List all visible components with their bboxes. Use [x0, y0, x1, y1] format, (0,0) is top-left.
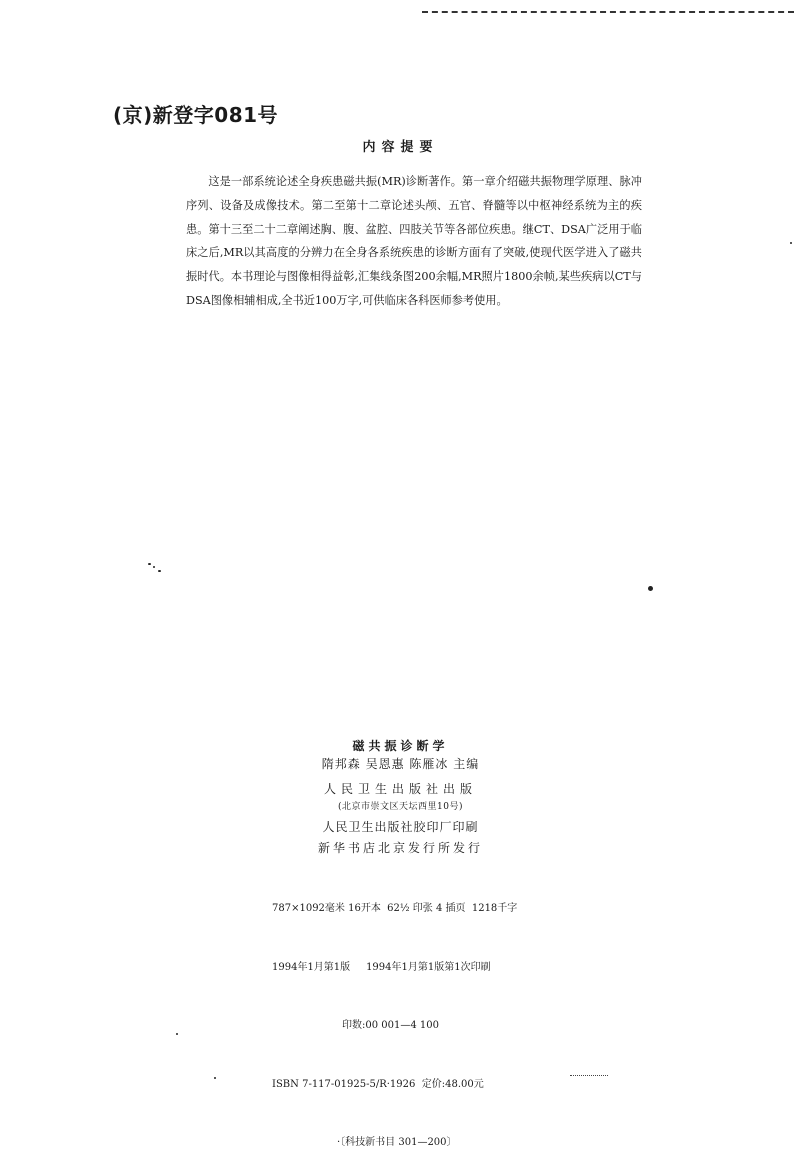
editors-line: 隋邦森 吴恩惠 陈雁冰 主编 [321, 757, 480, 771]
scan-speck [648, 586, 653, 591]
edition-line: 1994年1月第1版 1994年1月第1版第1次印刷 [272, 961, 491, 973]
publisher-address: (北京市崇文区天坛西里10号) [338, 802, 463, 812]
registration-number: (京)新登字081号 [113, 103, 279, 127]
scan-smudge [570, 1075, 608, 1080]
scan-speck [790, 242, 792, 244]
isbn-line: ISBN 7-117-01925-5/R·1926 定价:48.00元 [272, 1078, 484, 1090]
scan-speck [158, 570, 161, 572]
scan-speck [153, 566, 155, 568]
scan-speck [176, 1033, 178, 1035]
catalog-line: ·〔科技新书目 301—200〕 [337, 1137, 457, 1148]
summary-paragraph: 这是一部系统论述全身疾患磁共振(MR)诊断著作。第一章介绍磁共振物理学原理、脉冲序列、设备及成像技术。第二至第十二章论述头颅、五官、脊髓等以中枢神经系统为主的疾患。第十三至二十二章阐述胸、腹、盆腔、四肢关节等各部位疾患。继CT、DSA广泛用于临床之后,MR以其高度的分辨力在全身各系统疾患的诊断方面有了突破,使现代医学进入了磁共振时代。本书理论与图像相得益彰,汇集线条图200余幅,MR照片1800余帧,某些疾病以CT与DSA图像相辅相成,全书近100万字,可供临床各科医师参考使用。 [186, 175, 642, 307]
print-run-line: 印数:00 001—4 100 [342, 1020, 439, 1031]
publisher-line: 人民卫生出版社出版 [323, 782, 477, 796]
summary-body [186, 170, 642, 313]
distributor-line: 新华书店北京发行所发行 [317, 841, 483, 855]
top-dashed-cut-line [422, 11, 794, 13]
printer-line: 人民卫生出版社胶印厂印刷 [322, 820, 479, 834]
scan-speck [148, 563, 151, 565]
book-title: 磁共振诊断学 [352, 739, 449, 753]
publication-specs [272, 860, 602, 1172]
scan-speck [214, 1077, 216, 1079]
summary-title: 内容提要 [362, 140, 439, 155]
format-line: 787×1092毫米 16开本 62½ 印张 4 插页 1218千字 [272, 903, 518, 914]
